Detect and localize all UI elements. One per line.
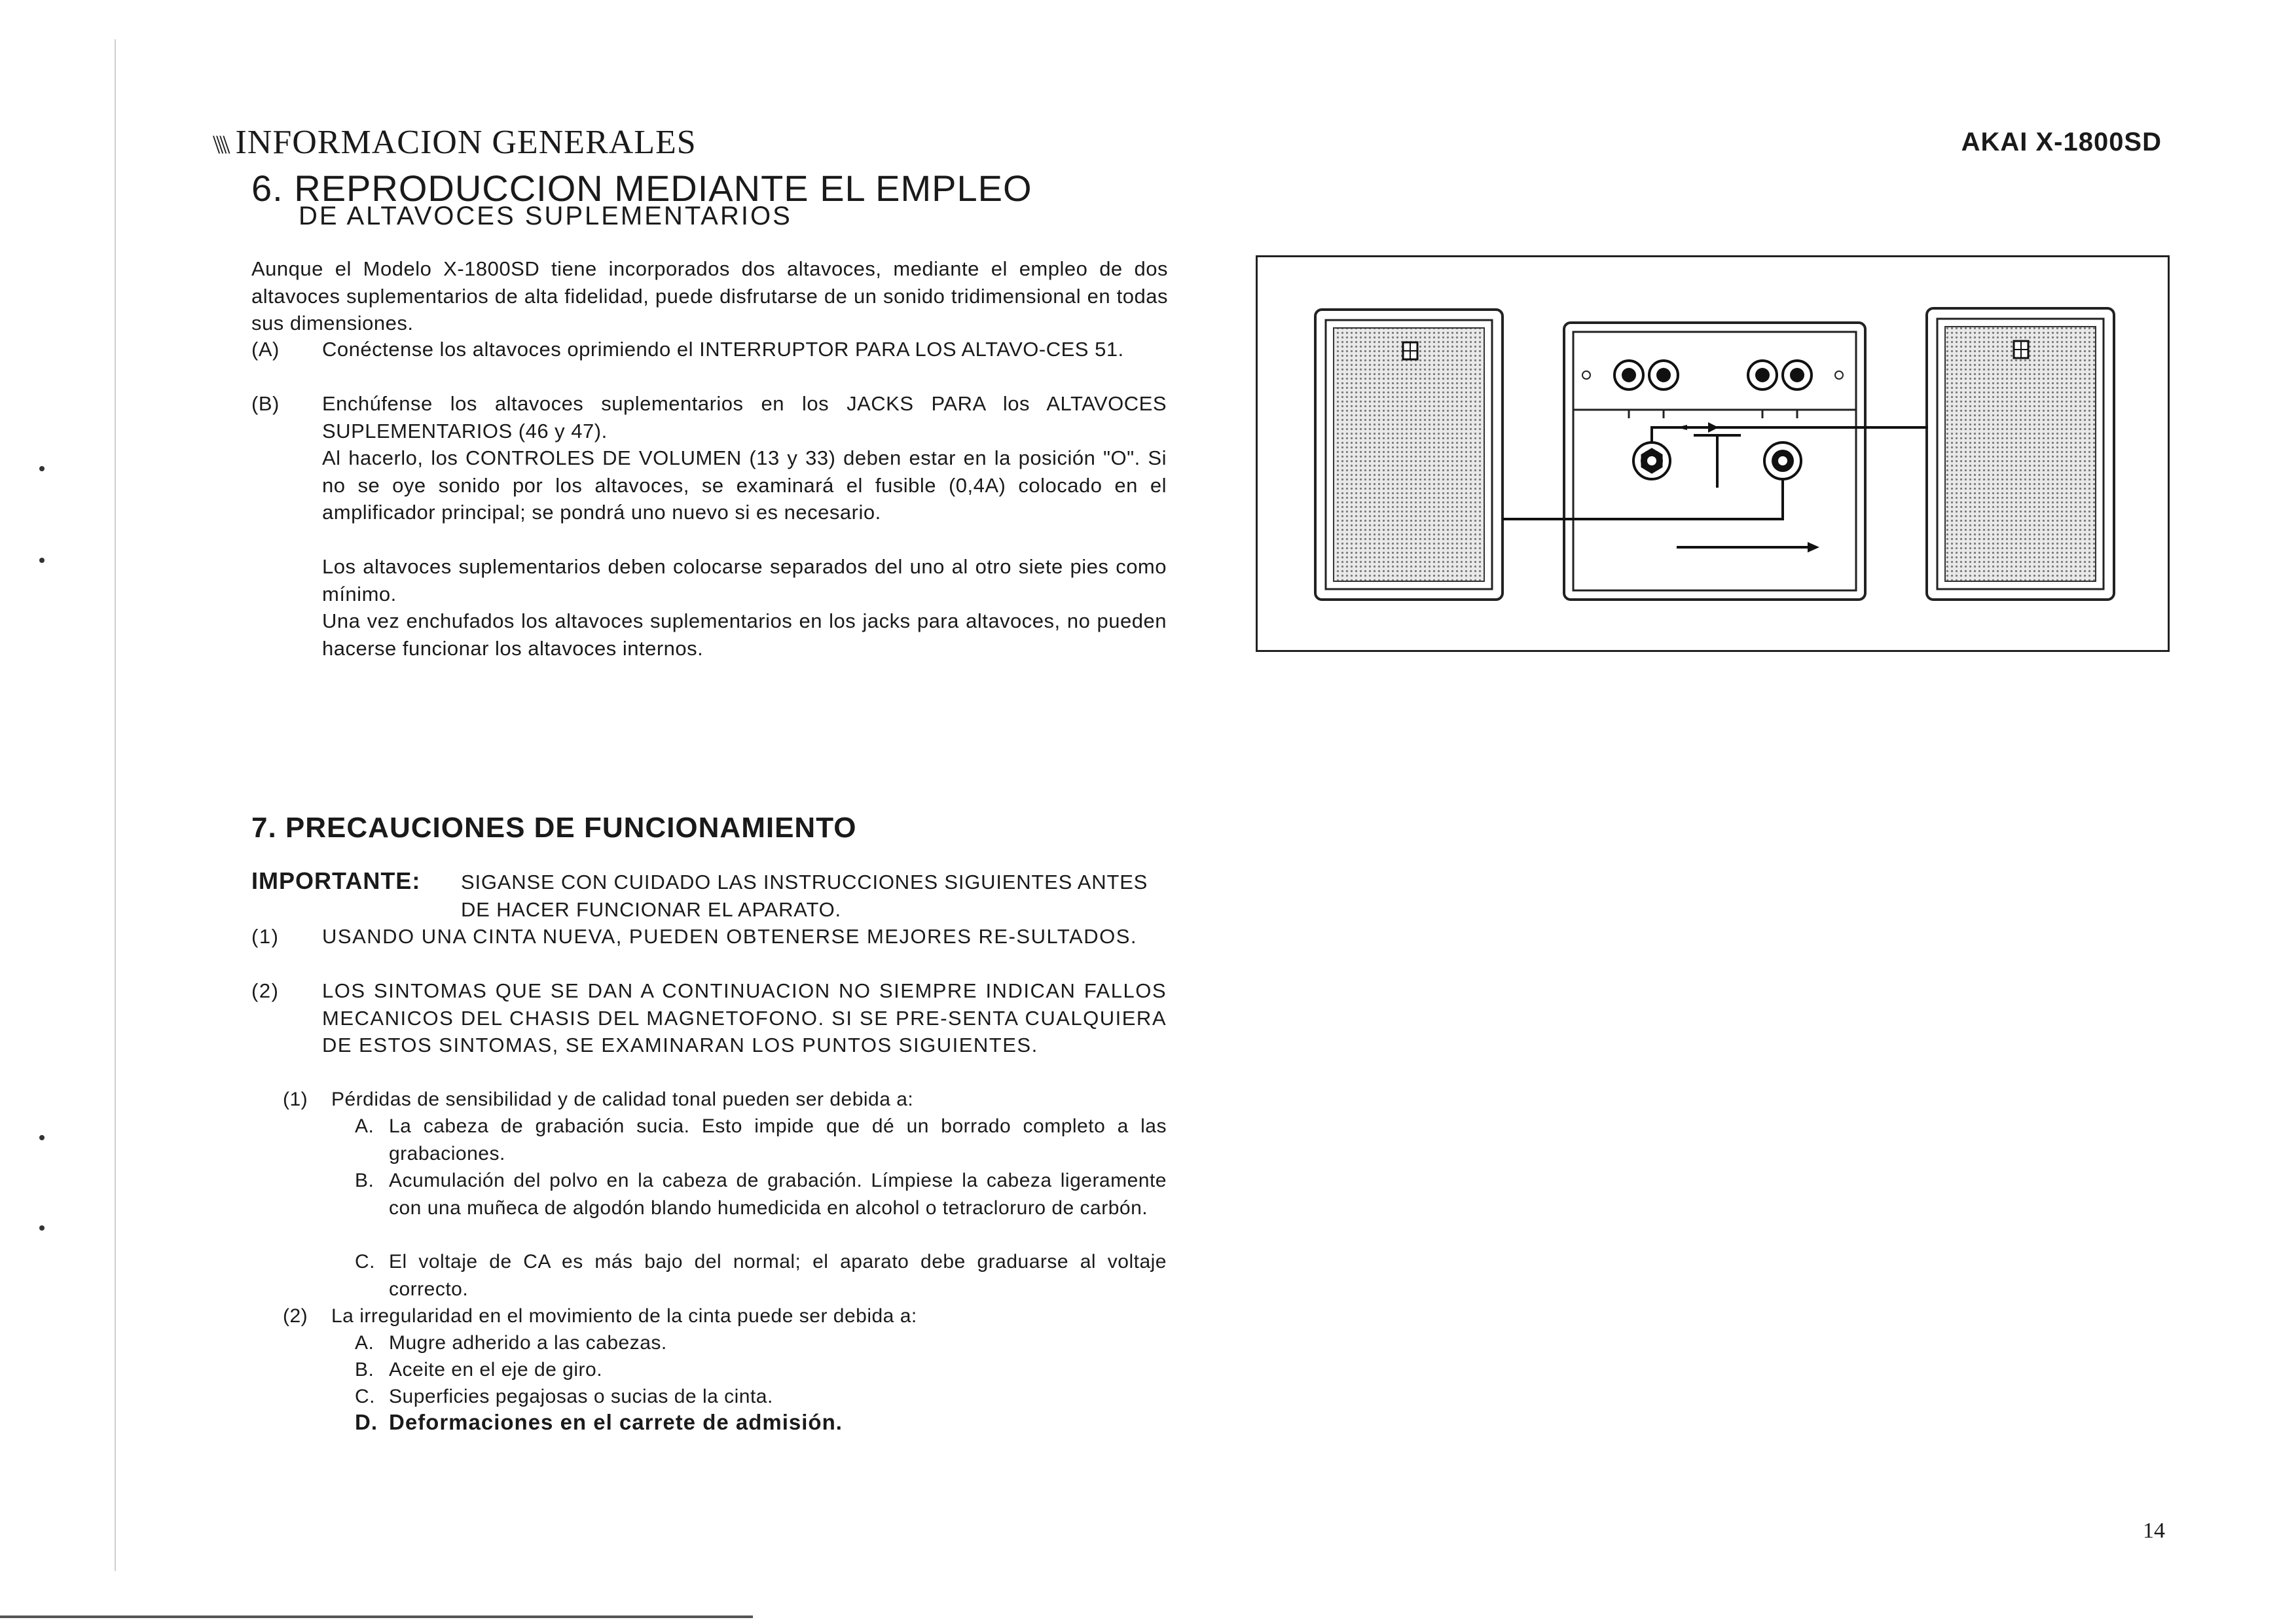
item-key: (2) <box>251 979 280 1002</box>
section6-paragraph: Una vez enchufados los altavoces suplementarios en los jacks para altavoces, no pueden hacerse funcionar los altavoces internos. <box>322 609 1167 660</box>
section-header <box>213 123 697 162</box>
item-key: (2) <box>283 1305 308 1327</box>
important-label: IMPORTANTE: <box>251 867 421 894</box>
speaker-connection-figure <box>1256 255 2170 652</box>
item-key: B. <box>355 1359 374 1380</box>
item-text: Conéctense los altavoces oprimiendo el INTERRUPTOR PARA LOS ALTAVO-CES 51. <box>322 338 1124 361</box>
item-key: (A) <box>251 338 280 361</box>
item-key: C. <box>355 1251 375 1272</box>
margin-dot <box>39 466 45 471</box>
page-number: 14 <box>2143 1519 2165 1543</box>
left-speaker <box>1315 310 1503 600</box>
item-text: LOS SINTOMAS QUE SE DAN A CONTINUACION NO SIEMPRE INDICAN FALLOS MECANICOS DEL CHASIS DEL MAGNETOFONO. SI SE PRE-SENTA CUALQUIERA DE ESTOS SINTOMAS, SE EXAMINARAN LOS PUNTOS SIGUIENTES. <box>322 979 1167 1056</box>
item-text: Superficies pegajosas o sucias de la cinta. <box>389 1386 773 1407</box>
speaker-diagram <box>1258 257 2168 650</box>
connection-wires <box>1503 422 1927 552</box>
item-key: A. <box>355 1115 374 1137</box>
model-name: AKAI X-1800SD <box>1961 128 2162 156</box>
item-text: Aceite en el eje de giro. <box>389 1359 603 1380</box>
bottom-edge-line <box>0 1615 753 1618</box>
item-text: Deformaciones en el carrete de admisión. <box>389 1410 843 1434</box>
item-key: (1) <box>251 925 280 948</box>
section6-paragraph: Los altavoces suplementarios deben colocarse separados del uno al otro siete pies como mínimo. <box>322 555 1167 605</box>
margin-dot <box>39 558 45 563</box>
right-speaker <box>1927 308 2114 600</box>
header-mark-icon: \\\\ <box>213 130 227 159</box>
left-margin-line <box>115 39 116 1571</box>
section6-paragraph: Al hacerlo, los CONTROLES DE VOLUMEN (13 y 33) deben estar en la posición "O". Si no se oye sonido por los altavoces, se examinará el fusible (0,4A) colocado en el amplificador principal; se pondrá uno nuevo si es necesario. <box>322 446 1167 524</box>
header-title: INFORMACION GENERALES <box>235 124 697 161</box>
margin-dot <box>39 1135 45 1140</box>
item-text: El voltaje de CA es más bajo del normal; el aparato debe graduarse al voltaje correcto. <box>389 1251 1167 1300</box>
item-key: (B) <box>251 392 280 415</box>
item-text: Acumulación del polvo en la cabeza de grabación. Límpiese la cabeza ligeramente con una muñeca de algodón blando humedicida en alcohol o tetracloruro de carbón. <box>389 1170 1167 1219</box>
section6-title: 6. REPRODUCCION MEDIANTE EL EMPLEO <box>251 168 1032 209</box>
section6-intro: Aunque el Modelo X-1800SD tiene incorporados dos altavoces, mediante el empleo de dos altavoces suplementarios de alta fidelidad, puede disfrutarse de un sonido tridimensional en todas sus dimensiones. <box>251 257 1168 334</box>
item-text: USANDO UNA CINTA NUEVA, PUEDEN OBTENERSE MEJORES RE-SULTADOS. <box>322 925 1138 948</box>
section7-title: 7. PRECAUCIONES DE FUNCIONAMIENTO <box>251 812 857 844</box>
tape-deck <box>1564 323 1865 600</box>
margin-dot <box>39 1225 45 1231</box>
item-key: B. <box>355 1170 374 1191</box>
section6-subtitle: DE ALTAVOCES SUPLEMENTARIOS <box>299 202 792 230</box>
item-text: La irregularidad en el movimiento de la cinta puede ser debida a: <box>331 1305 917 1327</box>
item-key: (1) <box>283 1089 308 1110</box>
item-key: A. <box>355 1332 374 1354</box>
item-text: Enchúfense los altavoces suplementarios en los JACKS PARA los ALTAVOCES SUPLEMENTARIOS (46 y 47). <box>322 392 1167 442</box>
important-text: SIGANSE CON CUIDADO LAS INSTRUCCIONES SIGUIENTES ANTES DE HACER FUNCIONAR EL APARATO. <box>461 871 1148 921</box>
item-key: C. <box>355 1386 375 1407</box>
item-text: Mugre adherido a las cabezas. <box>389 1332 667 1354</box>
item-text: Pérdidas de sensibilidad y de calidad tonal pueden ser debida a: <box>331 1089 914 1110</box>
item-key: D. <box>355 1410 378 1434</box>
item-text: La cabeza de grabación sucia. Esto impide que dé un borrado completo a las grabaciones. <box>389 1115 1167 1164</box>
